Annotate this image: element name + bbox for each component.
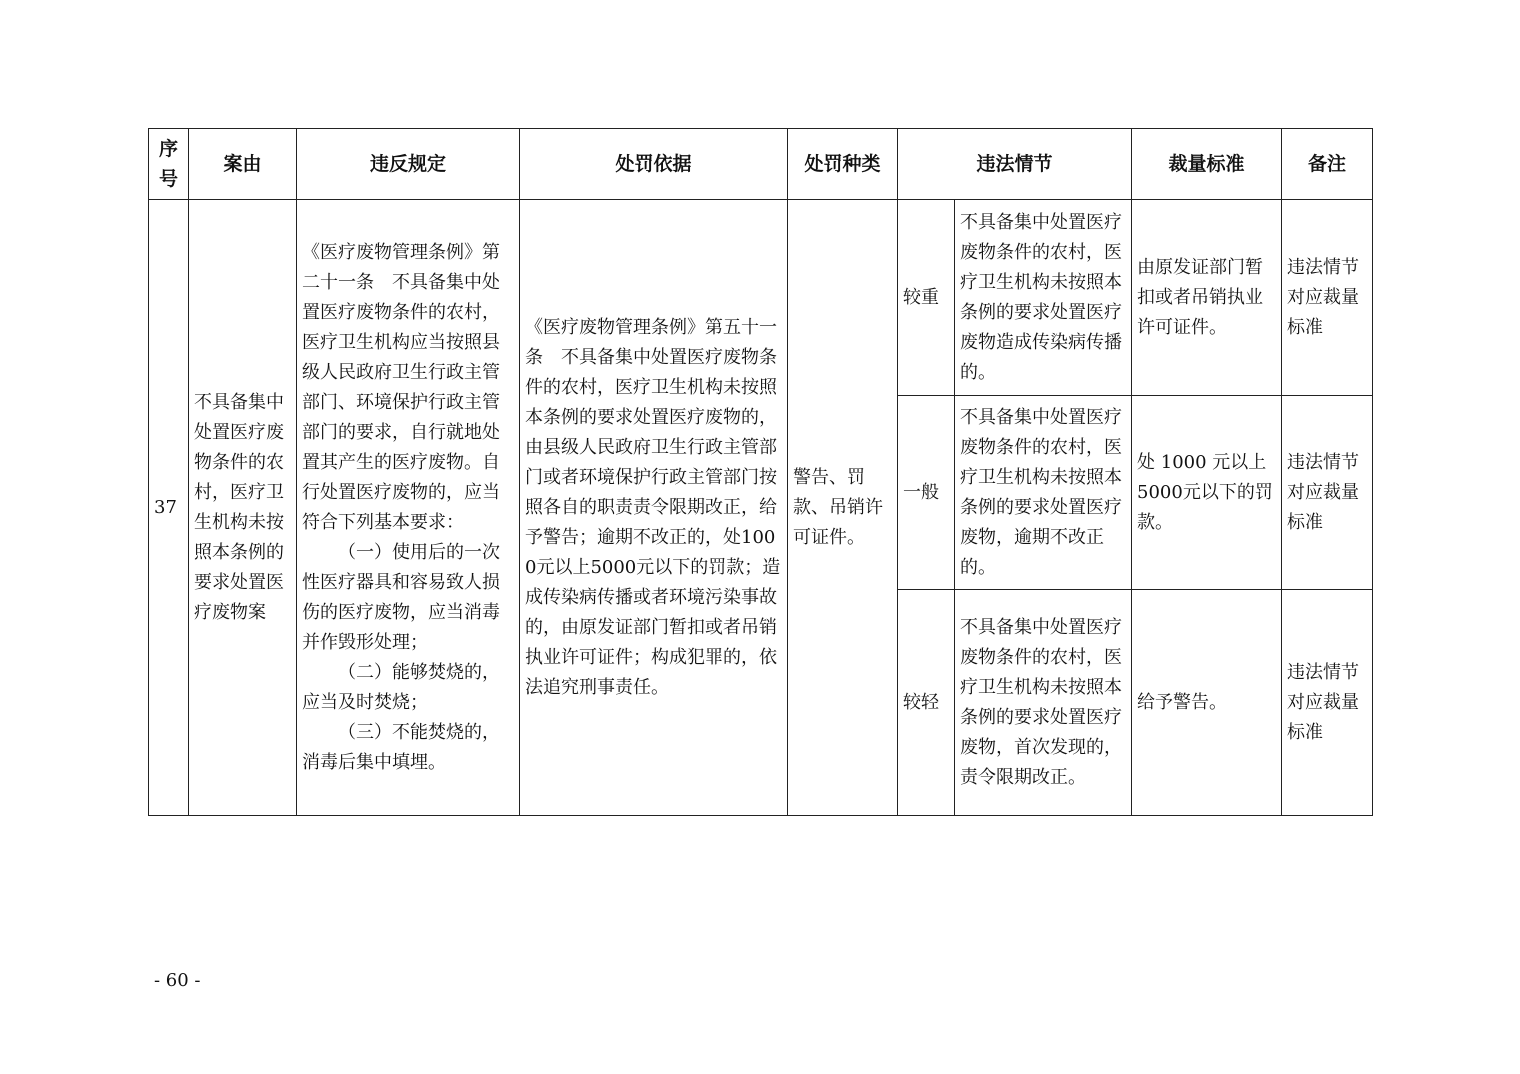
row-case: 不具备集中处置医疗废物条件的农村，医疗卫生机构未按照本条例的要求处置医疗废物案 [189,200,297,816]
header-row [149,129,1373,200]
level-general: 一般 [898,396,955,590]
violation-intro: 《医疗废物管理条例》第二十一条 不具备集中处置医疗废物条件的农村，医疗卫生机构应当按照县级人民政府卫生行政主管部门、环境保护行政主管部门的要求，自行就地处置其产生的医疗废物。自行处置医疗废物的，应当符合下列基本要求： [302,241,500,533]
header-standard: 裁量标准 [1132,129,1282,200]
header-circumstance: 违法情节 [898,129,1132,200]
row-seq: 37 [149,200,189,816]
violation-item-1: （一）使用后的一次性医疗器具和容易致人损伤的医疗废物，应当消毒并作毁形处理； [302,541,500,653]
header-remarks: 备注 [1282,129,1373,200]
row-basis: 《医疗废物管理条例》第五十一条 不具备集中处置医疗废物条件的农村，医疗卫生机构未按照本条例的要求处置医疗废物的，由县级人民政府卫生行政主管部门或者环境保护行政主管部门按照各自的职责责令限期改正，给予警告；逾期不改正的，处1000元以上5000元以下的罚款；造成传染病传播或者环境污染事故的，由原发证部门暂扣或者吊销执业许可证件；构成犯罪的，依法追究刑事责任。 [520,200,788,816]
level-severe: 较重 [898,200,955,396]
level-minor: 较轻 [898,590,955,816]
header-seq: 序号 [149,129,189,200]
discretion-table [148,128,1373,816]
circumstance-minor: 不具备集中处置医疗废物条件的农村，医疗卫生机构未按照本条例的要求处置医疗废物，首次发现的，责令限期改正。 [955,590,1132,816]
circumstance-general: 不具备集中处置医疗废物条件的农村，医疗卫生机构未按照本条例的要求处置医疗废物，逾期不改正的。 [955,396,1132,590]
header-basis: 处罚依据 [520,129,788,200]
violation-item-3: （三）不能焚烧的，消毒后集中填埋。 [302,721,500,773]
page-number: - 60 - [154,970,201,991]
standard-general: 处 1000 元以上5000元以下的罚款。 [1132,396,1282,590]
standard-severe: 由原发证部门暂扣或者吊销执业许可证件。 [1132,200,1282,396]
circumstance-severe: 不具备集中处置医疗废物条件的农村，医疗卫生机构未按照本条例的要求处置医疗废物造成传染病传播的。 [955,200,1132,396]
table-row [149,200,1373,396]
remarks-general: 违法情节对应裁量标准 [1282,396,1373,590]
row-penalty-type: 警告、罚款、吊销许可证件。 [788,200,898,816]
header-case: 案由 [189,129,297,200]
header-penalty-type: 处罚种类 [788,129,898,200]
remarks-severe: 违法情节对应裁量标准 [1282,200,1373,396]
header-violation: 违反规定 [297,129,520,200]
remarks-minor: 违法情节对应裁量标准 [1282,590,1373,816]
standard-minor: 给予警告。 [1132,590,1282,816]
row-violation [297,200,520,816]
violation-item-2: （二）能够焚烧的，应当及时焚烧； [302,661,500,713]
